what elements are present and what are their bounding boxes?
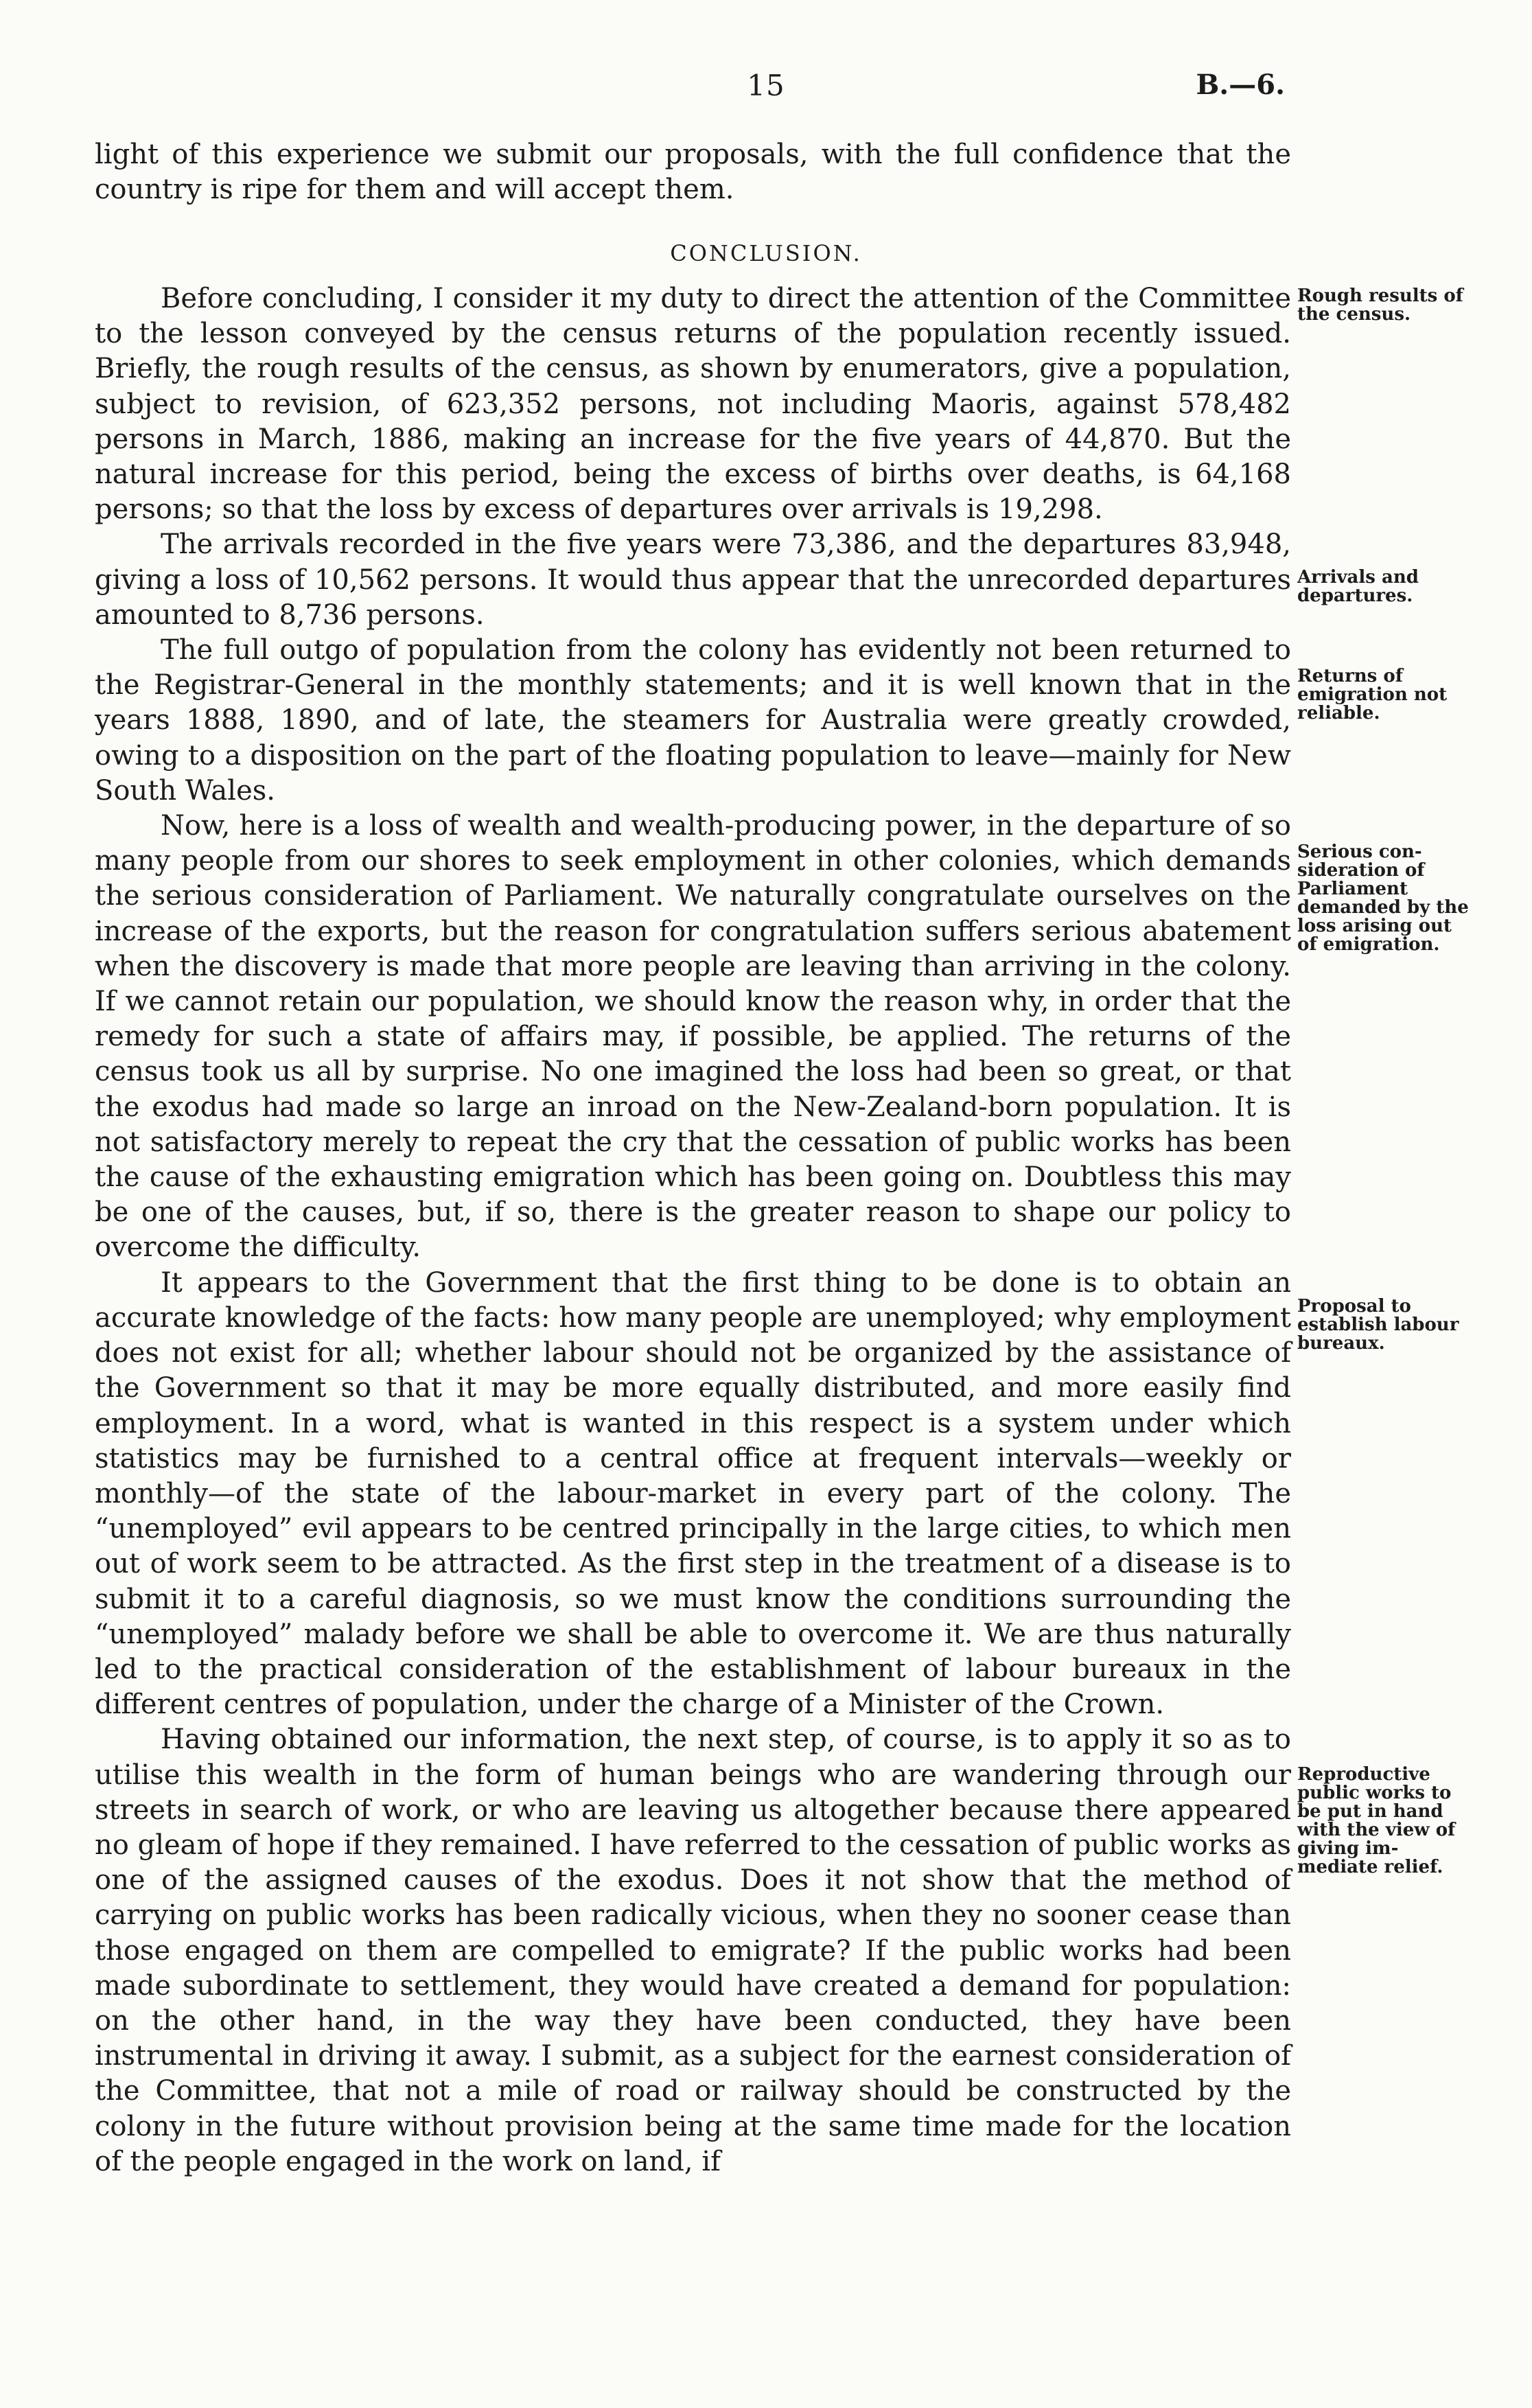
section-heading: CONCLUSION.	[670, 240, 862, 266]
margin-note-bureaux: Proposal to establish labour bureaux.	[1297, 1296, 1459, 1354]
margin-note-census: Rough results of the census.	[1297, 286, 1463, 325]
page-number: 15	[747, 69, 785, 102]
intro-text	[95, 137, 1291, 207]
paragraph-public-works: Having obtained our information, the next step, of course, is to apply it so as to utilise this wealth in the form of human beings who are wandering through our streets in search of work, or who are leaving us altogether because there appeared no gleam of hope if they remained. I have referred to the cessation of public works as one of the assigned causes of the exodus. Does it not show that the method of carrying on public works has been radically vicious, when they no sooner cease than those engaged on them are compelled to emigrate? If the public works had been made subordinate to settlement, they would have created a demand for population: on the other hand, in the way they have been conducted, they have been instrumental in driving it away. I submit, as a subject for the earnest consideration of the Committee, that not a mile of road or railway should be constructed by the colony in the future without provision being at the same time made for the location of the people engaged in the work on land, if	[95, 1724, 1291, 2177]
paragraph-census: Before concluding, I consider it my duty to direct the attention of the Committee to the lesson conveyed by the census returns of the population recently issued. Briefly, the rough results of the census, as shown by enumerators, give a population, subject to revision, of 623,352 persons, not including Maoris, against 578,482 persons in March, 1886, making an increase for the five years of 44,870. But the natural increase for this period, being the excess of births over deaths, is 64,168 persons; so that the loss by excess of departures over arrivals is 19,298.	[95, 283, 1291, 526]
document-reference: B.—6.	[1196, 69, 1285, 101]
margin-note-emigration: Serious consideration of Parliament demanded by the loss arising out of emigration.	[1297, 842, 1469, 955]
margin-note-arrivals: Arrivals and departures.	[1297, 567, 1419, 606]
margin-note-returns: Returns of emigration not reliable.	[1297, 666, 1448, 723]
paragraph-arrivals: The arrivals recorded in the five years were 73,386, and the departures 83,948, giving a loss of 10,562 persons. It would thus appear that the unrecorded departures amounted to 8,736 persons.	[95, 529, 1291, 631]
paragraph-outgo: The full outgo of population from the colony has evidently not been returned to the Registrar-General in the monthly statements; and it is well known that in the years 1888, 1890, and of late, the steamers for Australia were greatly crowded, owing to a disposition on the part of the floating population to leave—mainly for New South Wales.	[95, 634, 1291, 807]
paragraph-labour-bureaux: It appears to the Government that the first thing to be done is to obtain an accurate knowledge of the facts: how many people are unemployed; why employment does not exist for all; whether labour should not be organized by the assistance of the Government so that it may be more equally distributed, and more easily find employment. In a word, what is wanted in this respect is a system under which statistics may be furnished to a central office at frequent intervals—weekly or monthly—of the state of the labour-market in every part of the colony. The “unemployed” evil appears to be centred principally in the large cities, to which men out of work seem to be attracted. As the first step in the treatment of a disease is to submit it to a careful diagnosis, so we must know the conditions surrounding the “unemployed” malady before we shall be able to overcome it. We are thus naturally led to the practical consideration of the establishment of labour bureaux in the different centres of population, under the charge of a Minister of the Crown.	[95, 1266, 1291, 1721]
main-text	[95, 281, 1291, 2179]
intro-paragraph: light of this experience we submit our proposals, with the full confidence that the country is ripe for them and will accept them.	[95, 139, 1291, 206]
margin-note-public-works: Reproductive public works to be put in hand with the view of giving immediate relief.	[1297, 1764, 1456, 1877]
paragraph-loss-of-wealth: Now, here is a loss of wealth and wealth-producing power, in the departure of so many people from our shores to seek employment in other colonies, which demands the serious consideration of Parliament. We naturally congratulate ourselves on the increase of the exports, but the reason for congratulation suffers serious abatement when the discovery is made that more people are leaving than arriving in the colony. If we cannot retain our population, we should know the reason why, in order that the remedy for such a state of affairs may, if possible, be applied. The returns of the census took us all by surprise. No one imagined the loss had been so great, or that the exodus had made so large an inroad on the New-Zealand-born population. It is not satisfactory merely to repeat the cry that the cessation of public works has been the cause of the exhausting emigration which has been going on. Doubtless this may be one of the causes, but, if so, there is the greater reason to shape our policy to overcome the difficulty.	[95, 810, 1291, 1264]
